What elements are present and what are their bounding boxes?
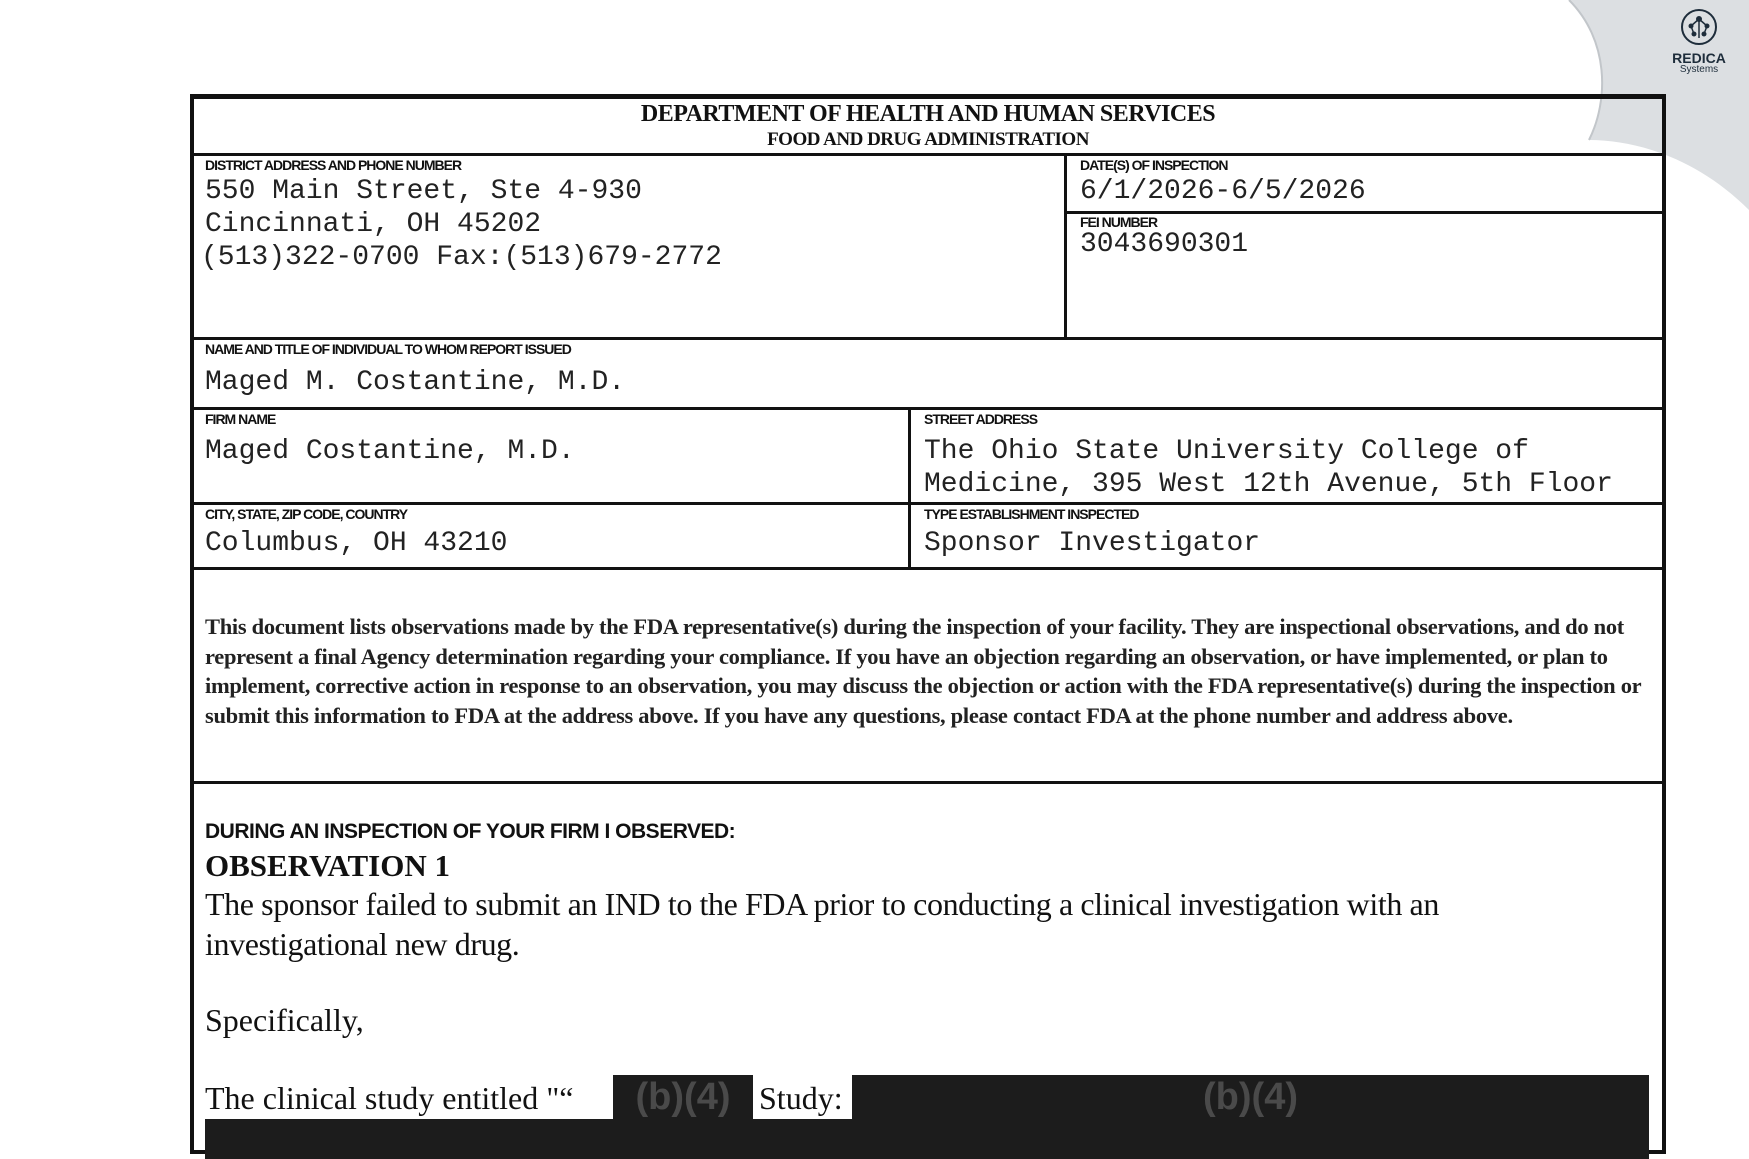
street-line-2: Medicine, 395 West 12th Avenue, 5th Floor [924,469,1613,500]
firm-row [194,410,1662,505]
individual-name: Maged M. Costantine, M.D. [205,367,626,398]
city-value: Columbus, OH 43210 [205,528,508,559]
disclaimer-row [194,570,1662,784]
observations-section [194,784,1662,1150]
redaction-box-2: (b)(4) [852,1075,1649,1119]
city-cell [194,505,908,567]
dates-box [1067,156,1662,214]
study-prefix: The clinical study entitled "“ [205,1080,574,1116]
district-phone: (513)322-0700 Fax:(513)679-2772 [201,242,722,273]
district-line-1: 550 Main Street, Ste 4-930 [205,176,642,207]
fda-483-form [190,94,1666,1154]
fei-label: FEI NUMBER [1080,214,1158,230]
dates-label: DATE(S) OF INSPECTION [1080,157,1228,173]
district-cell [194,156,1064,337]
individual-label: NAME AND TITLE OF INDIVIDUAL TO WHOM REPORT ISSUED [205,341,571,357]
city-row [194,505,1662,570]
type-label: TYPE ESTABLISHMENT INSPECTED [924,506,1139,522]
individual-row [194,340,1662,410]
type-value: Sponsor Investigator [924,528,1261,559]
form-header [194,99,1662,156]
disclaimer-text: This document lists observations made by the FDA representative(s) during the inspection of your facility. They are inspectional observations, and do not represent a final Agency determination regarding your compliance. If you have an objection regarding an observation, or have implemented, or plan to implement, corrective action in response to an observation, you may discuss the objection or action with the FDA representative(s) during the inspection or submit this information to FDA at the address above. If you have any questions, please contact FDA at the phone number and address above. [205,614,1641,728]
district-line-2: Cincinnati, OH 45202 [205,209,542,240]
fei-number: 3043690301 [1080,229,1249,260]
redaction-box-1: (b)(4) [613,1075,753,1119]
type-cell [908,505,1662,567]
observation-text: The sponsor failed to submit an IND to the FDA prior to conducting a clinical investigation with an investigational new drug. [205,886,1439,962]
logo-name: REDICA [1672,50,1726,66]
street-line-1: The Ohio State University College of [924,436,1529,467]
city-label: CITY, STATE, ZIP CODE, COUNTRY [205,506,408,522]
firm-cell [194,410,908,502]
agency-title: FOOD AND DRUG ADMINISTRATION [767,129,1089,150]
tree-network-icon [1680,8,1718,46]
street-cell [908,410,1662,502]
specifically-text: Specifically, [205,1002,364,1038]
logo-subtitle: Systems [1679,64,1719,75]
inspection-cell [1064,156,1662,337]
study-line [205,1080,574,1117]
firm-label: FIRM NAME [205,411,276,427]
street-label: STREET ADDRESS [924,411,1038,427]
department-title: DEPARTMENT OF HEALTH AND HUMAN SERVICES [640,101,1216,127]
study-word: Study: [759,1080,843,1116]
redaction-box-3 [205,1119,1649,1159]
observation-title: OBSERVATION 1 [205,848,450,883]
district-label: DISTRICT ADDRESS AND PHONE NUMBER [205,157,462,173]
firm-name: Maged Costantine, M.D. [205,436,575,467]
inspection-dates: 6/1/2026-6/5/2026 [1080,176,1366,207]
district-row [194,156,1662,340]
observations-heading: DURING AN INSPECTION OF YOUR FIRM I OBSERVED: [205,820,736,843]
